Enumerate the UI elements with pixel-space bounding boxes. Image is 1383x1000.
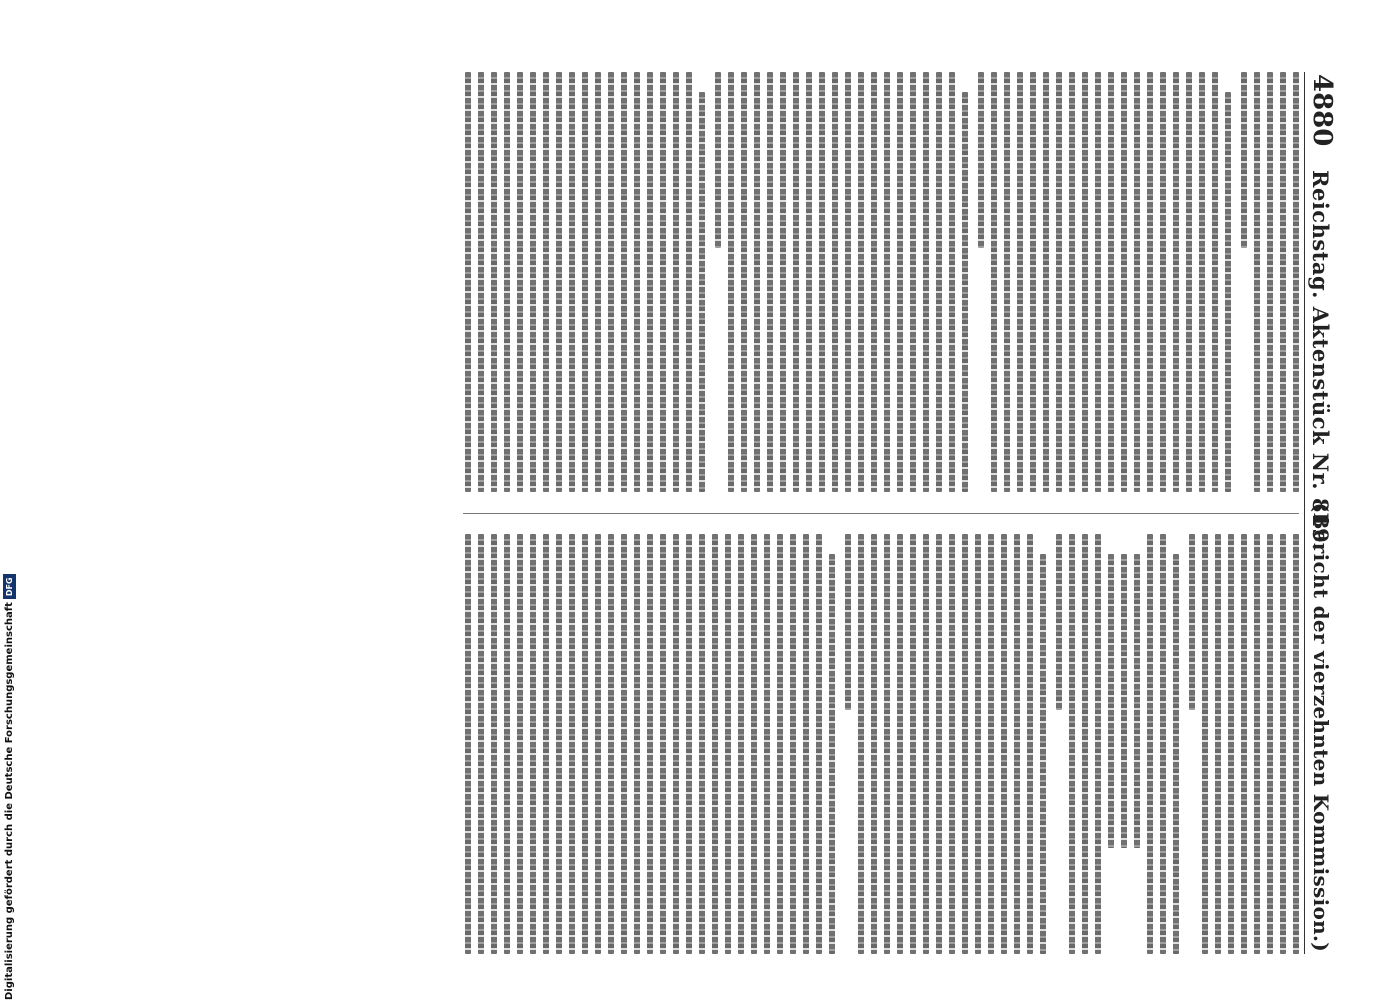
text-line: [923, 72, 929, 492]
text-line: [845, 534, 851, 710]
text-line: [1082, 72, 1088, 492]
text-line: [517, 72, 523, 492]
text-line: [1095, 534, 1101, 954]
text-line: [647, 534, 653, 954]
text-line: [1215, 534, 1221, 954]
text-line: [621, 534, 627, 954]
text-line: [1134, 72, 1140, 492]
page-title: Reichstag. Aktenstück Nr. 819.: [1308, 170, 1333, 551]
text-line: [1147, 72, 1153, 492]
text-line: [949, 72, 955, 492]
text-line: [806, 72, 812, 492]
text-line: [569, 72, 575, 492]
text-line: [1121, 554, 1127, 848]
text-line: [491, 534, 497, 954]
text-line: [582, 72, 588, 492]
text-line: [1014, 534, 1020, 954]
text-line: [660, 534, 666, 954]
text-line: [858, 72, 864, 492]
text-line: [884, 534, 890, 954]
text-line: [897, 72, 903, 492]
text-line: [741, 72, 747, 492]
text-line: [884, 72, 890, 492]
text-line: [858, 534, 864, 954]
text-line: [897, 534, 903, 954]
text-line: [936, 534, 942, 954]
text-line: [936, 72, 942, 492]
text-line: [1134, 554, 1140, 848]
text-line: [910, 72, 916, 492]
text-line: [871, 72, 877, 492]
text-line: [767, 72, 773, 492]
text-line: [491, 72, 497, 492]
text-line: [978, 72, 984, 248]
text-line: [699, 534, 705, 954]
dfg-logo: DFG: [3, 574, 16, 599]
text-line: [1241, 72, 1247, 248]
text-line: [949, 534, 955, 954]
text-line: [530, 72, 536, 492]
text-line: [871, 534, 877, 954]
text-line: [975, 534, 981, 954]
text-line: [1160, 72, 1166, 492]
text-line: [1199, 72, 1205, 492]
text-line: [517, 534, 523, 954]
text-line: [845, 72, 851, 492]
page-header: [1304, 72, 1339, 954]
text-line: [543, 72, 549, 492]
text-line: [1280, 72, 1286, 492]
text-line: [1293, 534, 1299, 954]
text-line: [621, 72, 627, 492]
text-line: [699, 92, 705, 492]
text-line: [1043, 72, 1049, 492]
text-line: [1001, 534, 1007, 954]
text-line: [556, 72, 562, 492]
text-line: [1241, 534, 1247, 954]
text-line: [738, 534, 744, 954]
text-line: [803, 534, 809, 954]
text-line: [819, 72, 825, 492]
text-line: [780, 72, 786, 492]
text-column-left: [463, 72, 1299, 492]
text-line: [1056, 72, 1062, 492]
text-line: [1082, 534, 1088, 954]
page-subtitle: (Bericht der vierzehnten Kommission.): [1309, 502, 1333, 952]
text-line: [673, 534, 679, 954]
text-line: [1147, 534, 1153, 954]
text-line: [816, 534, 822, 954]
text-line: [1108, 72, 1114, 492]
text-line: [1027, 534, 1033, 954]
text-line: [712, 534, 718, 954]
text-line: [1095, 72, 1101, 492]
text-line: [1202, 534, 1208, 954]
text-line: [1254, 72, 1260, 492]
text-line: [1186, 72, 1192, 492]
text-line: [647, 72, 653, 492]
text-column-right: [463, 534, 1299, 954]
text-line: [582, 534, 588, 954]
text-line: [988, 534, 994, 954]
text-line: [1212, 72, 1218, 492]
text-line: [1189, 534, 1195, 710]
digitization-credit: [2, 574, 16, 1000]
text-line: [1225, 92, 1231, 492]
text-line: [1108, 554, 1114, 848]
text-line: [608, 534, 614, 954]
text-line: [556, 534, 562, 954]
credit-text: Digitalisierung gefördert durch die Deutsche Forschungsgemeinschaft: [3, 602, 15, 1000]
text-line: [634, 72, 640, 492]
text-line: [777, 534, 783, 954]
page-content: [100, 72, 1339, 954]
text-line: [1030, 72, 1036, 492]
text-line: [1228, 534, 1234, 954]
text-line: [1280, 534, 1286, 954]
text-line: [764, 534, 770, 954]
text-line: [504, 534, 510, 954]
text-line: [1040, 554, 1046, 954]
text-line: [751, 534, 757, 954]
text-line: [465, 534, 471, 954]
text-line: [1056, 534, 1062, 710]
text-line: [793, 72, 799, 492]
text-line: [595, 534, 601, 954]
text-line: [923, 534, 929, 954]
text-line: [530, 534, 536, 954]
text-line: [1069, 72, 1075, 492]
text-line: [754, 72, 760, 492]
text-line: [728, 72, 734, 492]
text-line: [1254, 534, 1260, 954]
text-line: [569, 534, 575, 954]
text-line: [1173, 72, 1179, 492]
text-line: [478, 72, 484, 492]
rotated-page: [100, 72, 1339, 954]
text-line: [686, 72, 692, 492]
text-line: [543, 534, 549, 954]
text-line: [608, 72, 614, 492]
page-number: 4880: [1307, 74, 1337, 147]
text-line: [1160, 534, 1166, 954]
text-line: [715, 72, 721, 248]
text-line: [962, 534, 968, 954]
text-line: [991, 72, 997, 492]
text-line: [465, 72, 471, 492]
text-line: [832, 72, 838, 492]
text-line: [478, 534, 484, 954]
text-line: [1017, 72, 1023, 492]
column-divider: [463, 513, 1299, 514]
text-line: [1267, 72, 1273, 492]
text-line: [1121, 72, 1127, 492]
text-line: [595, 72, 601, 492]
text-line: [829, 554, 835, 954]
text-line: [1004, 72, 1010, 492]
text-line: [725, 534, 731, 954]
text-line: [1267, 534, 1273, 954]
text-line: [962, 92, 968, 492]
text-line: [910, 534, 916, 954]
text-line: [1069, 534, 1075, 954]
text-line: [660, 72, 666, 492]
text-line: [634, 534, 640, 954]
text-line: [686, 534, 692, 954]
text-line: [790, 534, 796, 954]
text-line: [673, 72, 679, 492]
text-line: [1293, 72, 1299, 492]
text-line: [504, 72, 510, 492]
text-line: [1173, 554, 1179, 954]
